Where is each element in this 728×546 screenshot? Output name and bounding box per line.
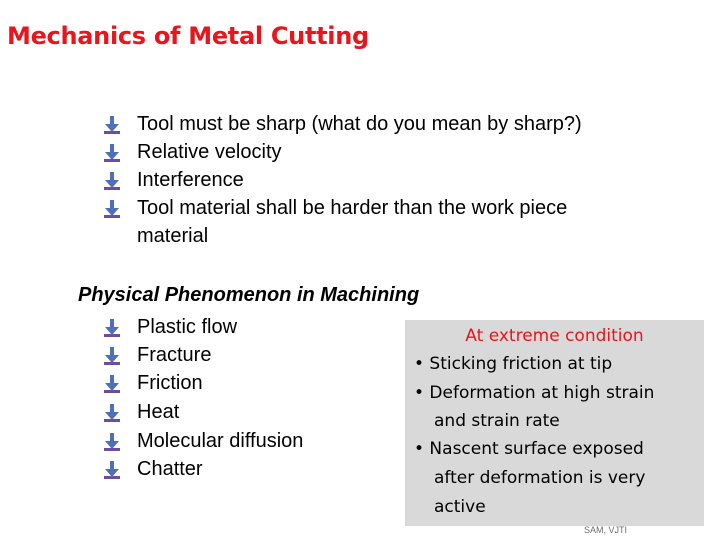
arrow-down-bullet-icon: [103, 172, 121, 190]
slide-title: Mechanics of Metal Cutting: [7, 22, 369, 50]
arrow-down-bullet-icon: [103, 347, 121, 365]
arrow-down-bullet-icon: [103, 404, 121, 422]
list-item: [103, 166, 244, 194]
bullet-text: Interference: [137, 169, 244, 191]
callout-line: • Sticking friction at tip: [414, 354, 613, 374]
bullet-text: Tool material shall be harder than the work piece: [137, 197, 568, 219]
list-item: [103, 341, 211, 369]
callout-line: • Deformation at high strain: [414, 383, 655, 403]
bullet-text: material: [137, 225, 209, 247]
callout-line: after deformation is very: [434, 468, 646, 488]
arrow-down-bullet-icon: [103, 116, 121, 134]
list-item: [103, 194, 567, 222]
callout-heading: At extreme condition: [465, 326, 644, 346]
callout-line: and strain rate: [434, 411, 560, 431]
list-item: [103, 455, 203, 483]
list-item: [103, 110, 582, 138]
arrow-down-bullet-icon: [103, 433, 121, 451]
arrow-down-bullet-icon: [103, 461, 121, 479]
arrow-down-bullet-icon: [103, 375, 121, 393]
arrow-down-bullet-icon: [103, 200, 121, 218]
bullet-text: Friction: [137, 372, 203, 394]
bullet-text: Chatter: [137, 458, 203, 480]
bullet-continuation: [137, 222, 208, 250]
list-item: [103, 313, 237, 341]
section-heading: Physical Phenomenon in Machining: [78, 284, 420, 306]
list-item: [103, 427, 303, 455]
list-item: [103, 138, 282, 166]
bullet-text: Heat: [137, 401, 180, 423]
bullet-text: Fracture: [137, 344, 212, 366]
list-item: [103, 369, 203, 397]
bullet-text: Plastic flow: [137, 316, 238, 338]
arrow-down-bullet-icon: [103, 319, 121, 337]
callout-box: [405, 320, 704, 526]
bullet-text: Relative velocity: [137, 141, 282, 163]
callout-line: • Nascent surface exposed: [414, 439, 644, 459]
bullet-text: Tool must be sharp (what do you mean by sharp?): [137, 113, 582, 135]
arrow-down-bullet-icon: [103, 144, 121, 162]
list-item: [103, 398, 179, 426]
bullet-text: Molecular diffusion: [137, 430, 304, 452]
callout-line: active: [434, 497, 486, 517]
footer-credit: SAM, VJTI: [584, 525, 628, 535]
